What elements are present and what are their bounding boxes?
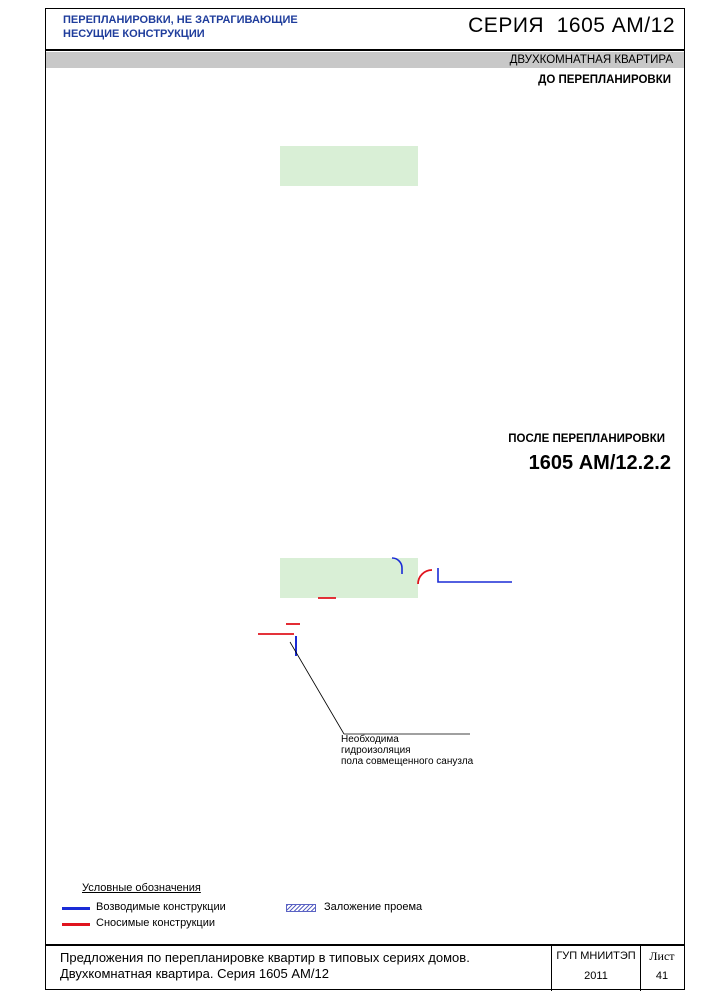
corridor-area — [280, 558, 418, 598]
tb-org: ГУП МНИИТЭП — [556, 950, 636, 962]
tb-divider-2 — [640, 946, 641, 991]
apartment-type: ДВУХКОМНАТНАЯ КВАРТИРА — [509, 54, 673, 66]
series-title: СЕРИЯ 1605 АМ/12 — [468, 14, 675, 37]
built-wall-2 — [438, 568, 512, 582]
legend-demolished-line — [62, 923, 90, 926]
legend-title: Условные обозначения — [82, 882, 201, 894]
corridor-area — [280, 146, 418, 186]
tb-divider-1 — [551, 946, 552, 991]
before-label: ДО ПЕРЕПЛАНИРОВКИ — [538, 74, 671, 86]
top-note-line2: НЕСУЩИЕ КОНСТРУКЦИИ — [63, 28, 205, 40]
plan-after — [0, 412, 719, 852]
tb-sheet-label: Лист — [649, 949, 675, 963]
plan-drawing — [280, 558, 418, 598]
top-note-line1: ПЕРЕПЛАНИРОВКИ, НЕ ЗАТРАГИВАЮЩИЕ — [63, 14, 298, 26]
after-label: ПОСЛЕ ПЕРЕПЛАНИРОВКИ — [508, 433, 665, 445]
legend-built: Возводимые конструкции — [96, 901, 226, 913]
tb-year: 2011 — [584, 970, 608, 982]
note-line-1: Необходима — [341, 734, 399, 745]
title-block — [46, 944, 684, 991]
demolished-wall-1 — [418, 570, 432, 584]
legend-opening: Заложение проема — [324, 901, 423, 913]
plan-before — [0, 0, 719, 430]
plan-drawing — [280, 146, 418, 186]
title-block-main — [60, 950, 470, 982]
legend-built-line — [62, 907, 90, 910]
after-code: 1605 АМ/12.2.2 — [528, 452, 671, 474]
title-line1: Предложения по перепланировке квартир в типовых сериях домов. — [60, 950, 470, 965]
title-line2: Двухкомнатная квартира. Серия 1605 АМ/12 — [60, 966, 329, 981]
note-line-2: гидроизоляция — [341, 745, 411, 756]
legend-demolished: Сносимые конструкции — [96, 917, 215, 929]
note-line-3: пола совмещенного санузла — [341, 756, 474, 767]
legend-opening-swatch — [286, 904, 316, 912]
note-leader — [290, 642, 344, 734]
tb-sheet-no: 41 — [655, 970, 669, 982]
